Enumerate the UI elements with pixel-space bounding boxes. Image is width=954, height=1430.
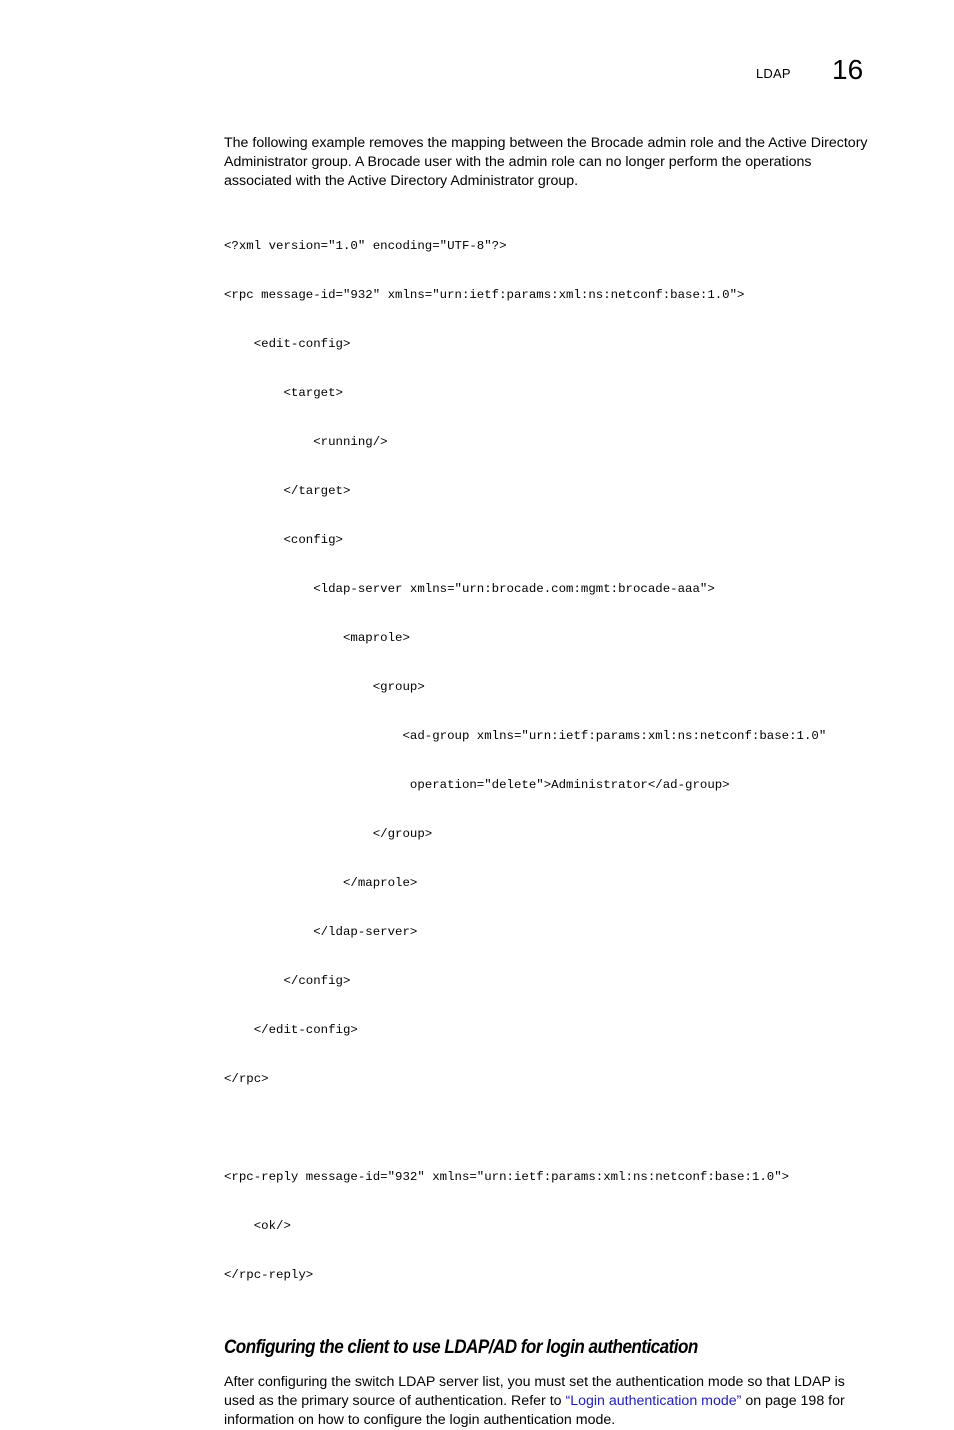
code-line: </config> [224,974,351,989]
code-line: <edit-config> [224,336,351,351]
code-line: </maprole> [224,876,418,891]
code-line: </rpc> [224,1072,269,1087]
code-line: <rpc-reply message-id="932" xmlns="urn:ietf:params:xml:ns:netconf:base:1.0"> [224,1170,790,1185]
code-line: </edit-config> [224,1023,358,1038]
page-content [224,134,874,1430]
login-authentication-mode-link[interactable]: “Login authentication mode” [565,1393,742,1410]
code-line: <group> [224,679,425,694]
running-header-section: LDAP [756,66,791,81]
body-paragraph-text: After configuring the switch LDAP server list, you must set the authentication mode so that LDAP is used as the primary source of authentication. Refer to [224,1374,845,1410]
code-line: </target> [224,483,351,498]
code-line-blank [224,1120,874,1136]
section-heading: Configuring the client to use LDAP/AD for login authentication [224,1337,698,1359]
code-line: </ldap-server> [224,925,418,940]
code-line: </group> [224,827,433,842]
code-block [224,205,874,1316]
code-line: </rpc-reply> [224,1268,314,1283]
body-paragraph [224,1373,874,1430]
code-line: <rpc message-id="932" xmlns="urn:ietf:params:xml:ns:netconf:base:1.0"> [224,287,745,302]
chapter-number: 16 [832,54,864,85]
body-paragraph-text-end: on page 198 for information on how to configure the login authentication mode. [224,1393,845,1429]
code-line: <maprole> [224,630,410,645]
code-line: <config> [224,532,343,547]
code-line: <ad-group xmlns="urn:ietf:params:xml:ns:netconf:base:1.0" [224,729,827,743]
code-line: <ok/> [224,1219,291,1234]
code-line: <ldap-server xmlns="urn:brocade.com:mgmt:brocade-aaa"> [224,581,715,596]
intro-paragraph: The following example removes the mapping between the Brocade admin role and the Active Directory Administrator group. A Brocade user with the admin role can no longer perform the operations associated with the Active Directory Administrator group. [224,135,868,189]
code-line: <target> [224,385,343,400]
code-line: <running/> [224,434,388,449]
code-line: <?xml version="1.0" encoding="UTF-8"?> [224,238,507,253]
code-line: operation="delete">Administrator</ad-group> [224,778,730,793]
